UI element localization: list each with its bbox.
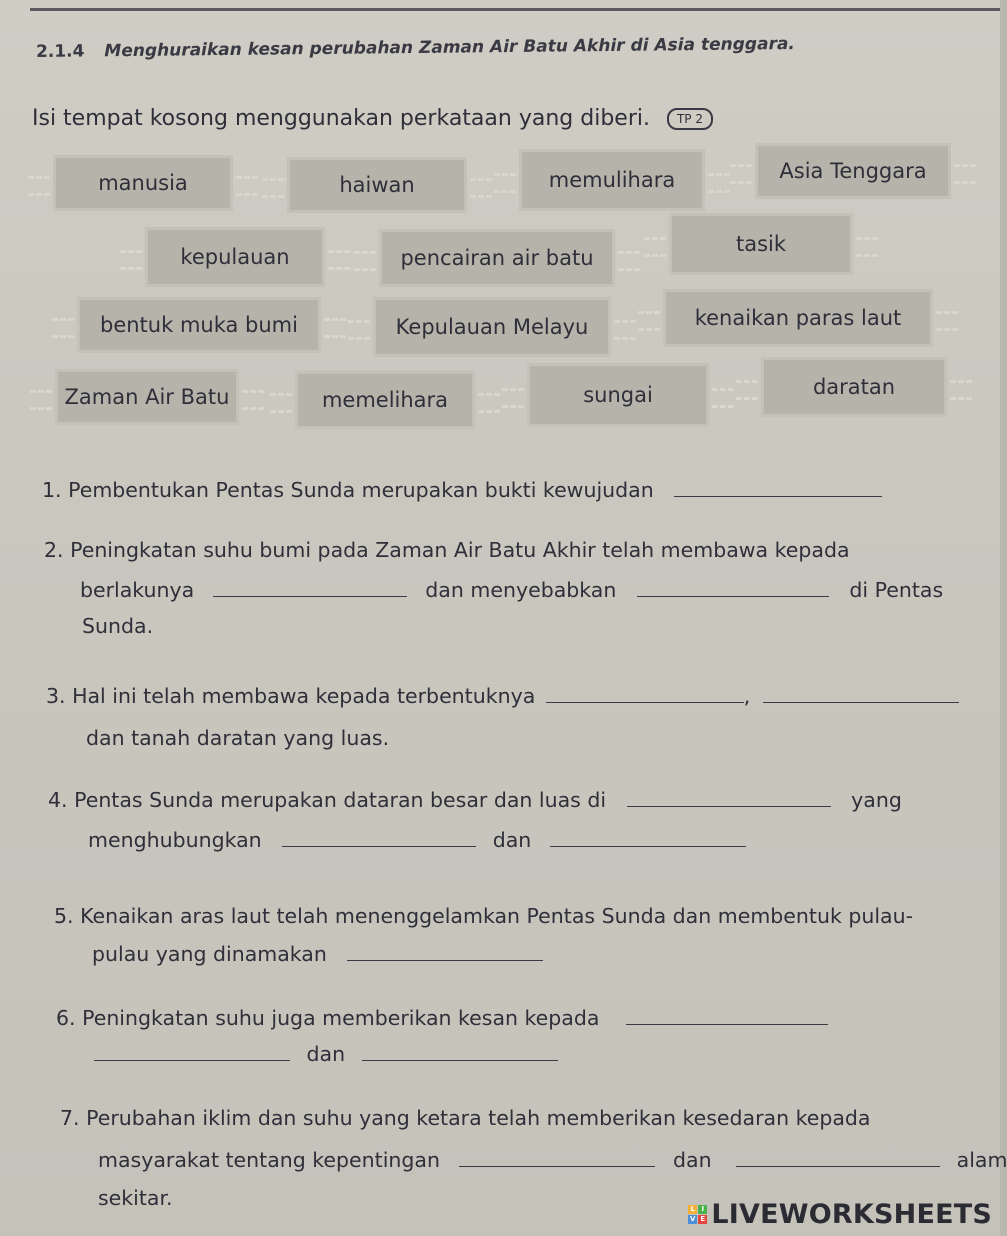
- answer-blank[interactable]: [626, 1008, 828, 1025]
- q7-text-c: dan: [673, 1148, 712, 1172]
- question-7-line-2: [98, 1148, 1007, 1173]
- q4-text-c: menghubungkan: [88, 828, 262, 852]
- q4-text-a: 4. Pentas Sunda merupakan dataran besar dan luas di: [48, 788, 607, 812]
- answer-blank[interactable]: [550, 830, 746, 847]
- q2-text-a: berlakunya: [80, 578, 195, 602]
- answer-blank[interactable]: [347, 944, 543, 961]
- word-card[interactable]: Asia Tenggara: [758, 146, 948, 196]
- section-header: [36, 34, 795, 62]
- word-card[interactable]: manusia: [56, 158, 230, 208]
- word-card[interactable]: sungai: [530, 366, 706, 424]
- q4-text-d: dan: [492, 828, 532, 852]
- q6-text-a: 6. Peningkatan suhu juga memberikan kesan kepada: [56, 1006, 600, 1030]
- section-title: Menghuraikan kesan perubahan Zaman Air Batu Akhir di Asia tenggara.: [104, 34, 795, 62]
- question-1: [42, 478, 882, 503]
- word-card[interactable]: haiwan: [290, 160, 464, 210]
- question-3-line-2: dan tanah daratan yang luas.: [86, 726, 390, 750]
- word-card[interactable]: tasik: [672, 216, 850, 272]
- word-card[interactable]: memelihara: [298, 374, 472, 426]
- word-card[interactable]: Kepulauan Melayu: [376, 300, 608, 354]
- q3-text-a: 3. Hal ini telah membawa kepada terbentuknya: [46, 684, 536, 708]
- answer-blank[interactable]: [763, 686, 959, 703]
- answer-blank[interactable]: [736, 1150, 940, 1167]
- answer-blank[interactable]: [282, 830, 476, 847]
- question-6-line-2: [94, 1042, 558, 1067]
- q2-text-b: dan menyebabkan: [425, 578, 617, 602]
- word-card[interactable]: memulihara: [522, 152, 702, 208]
- question-4-line-2: [88, 828, 746, 853]
- liveworksheets-logo: [688, 1199, 992, 1230]
- answer-blank[interactable]: [637, 580, 829, 597]
- q2-text-c: di Pentas: [849, 578, 944, 602]
- q6-text-b: dan: [306, 1042, 346, 1066]
- answer-blank[interactable]: [546, 686, 744, 703]
- word-card[interactable]: kepulauan: [148, 230, 322, 284]
- tp-badge: TP 2: [667, 108, 713, 130]
- word-card[interactable]: daratan: [764, 360, 944, 414]
- section-code: 2.1.4: [35, 41, 85, 62]
- top-rule: [30, 8, 1000, 11]
- question-2-line-2: [80, 578, 943, 603]
- answer-blank[interactable]: [627, 790, 831, 807]
- liveworksheets-logo-icon: L I V E: [688, 1205, 707, 1224]
- answer-blank[interactable]: [459, 1150, 655, 1167]
- question-4-line-1: [48, 788, 902, 813]
- q1-text: 1. Pembentukan Pentas Sunda merupakan bukti kewujudan: [42, 478, 654, 502]
- question-7-line-3: sekitar.: [98, 1186, 173, 1210]
- question-6-line-1: [56, 1006, 828, 1031]
- question-5-line-2: [92, 942, 543, 967]
- question-2-line-3: Sunda.: [82, 614, 154, 638]
- question-7-line-1: 7. Perubahan iklim dan suhu yang ketara telah memberikan kesedaran kepada: [60, 1106, 871, 1130]
- answer-blank[interactable]: [362, 1044, 558, 1061]
- answer-blank[interactable]: [213, 580, 407, 597]
- instruction: [32, 106, 713, 131]
- answer-blank[interactable]: [674, 480, 882, 497]
- q7-text-d: alam: [956, 1148, 1007, 1172]
- question-5-line-1: 5. Kenaikan aras laut telah menenggelamkan Pentas Sunda dan membentuk pulau-: [54, 904, 913, 928]
- q5-text-b: pulau yang dinamakan: [92, 942, 327, 966]
- question-3-line-1: 3. Hal ini telah membawa kepada terbentuknya ,: [46, 684, 959, 709]
- answer-blank[interactable]: [94, 1044, 290, 1061]
- word-card[interactable]: kenaikan paras laut: [666, 292, 930, 344]
- question-2-line-1: 2. Peningkatan suhu bumi pada Zaman Air Batu Akhir telah membawa kepada: [44, 538, 850, 562]
- word-card[interactable]: Zaman Air Batu: [58, 372, 236, 422]
- q7-text-b: masyarakat tentang kepentingan: [98, 1148, 440, 1172]
- liveworksheets-logo-text: LIVEWORKSHEETS: [711, 1199, 992, 1230]
- word-card[interactable]: bentuk muka bumi: [80, 300, 318, 350]
- word-card[interactable]: pencairan air batu: [382, 232, 612, 284]
- instruction-text: Isi tempat kosong menggunakan perkataan yang diberi.: [32, 106, 650, 131]
- q4-text-b: yang: [851, 788, 902, 812]
